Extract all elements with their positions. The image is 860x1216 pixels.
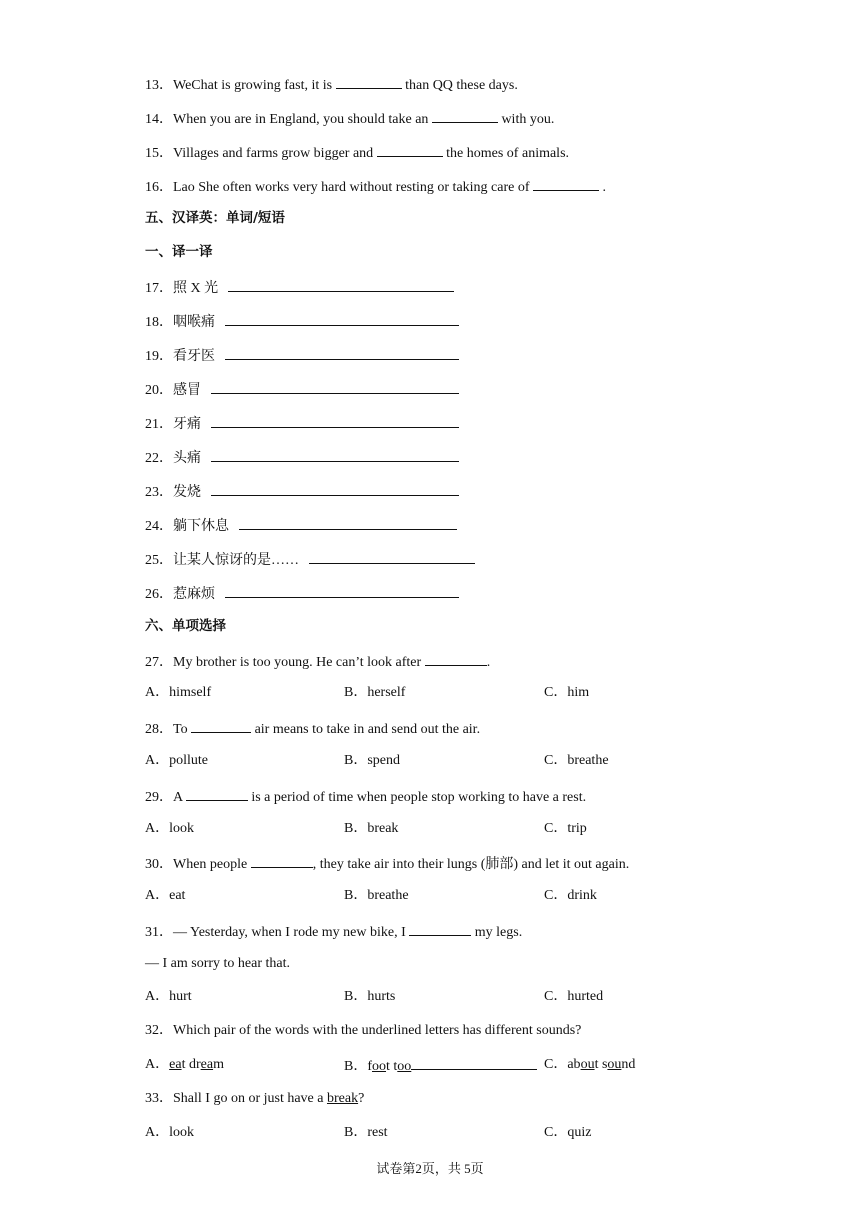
question-29 [145,786,586,807]
option-a[interactable]: A．himself [145,685,212,700]
translate-item-18 [145,311,459,332]
underlined-letters: ou [580,1057,595,1072]
section-subtitle: 一、译一译 [145,244,213,260]
question-number: 21． [145,417,173,432]
question-text: . [599,180,607,195]
option-c[interactable]: C．him [544,685,590,700]
option-b[interactable]: B．spend [344,753,400,768]
question-number: 20． [145,383,173,398]
option-b[interactable]: B．foot too [344,1056,537,1076]
question-text: 咽喉痛 [173,315,215,330]
question-text: is a period of time when people stop working to have a rest. [247,790,587,805]
question-text: Lao She often works very hard without resting or taking care of [173,180,534,195]
section-title: 六、单项选择 [145,618,226,634]
underlined-letters: ou [607,1057,622,1072]
question-text: My brother is too young. He can’t look after [173,655,425,670]
question-number: 33． [145,1091,173,1106]
question-text: Which pair of the words with the underlined letters has different sounds? [173,1023,582,1038]
translate-item-22 [145,447,459,468]
answer-blank[interactable] [225,311,459,326]
question-number: 24． [145,519,173,534]
underlined-letters: oo [397,1059,412,1074]
question-text: 感冒 [173,383,201,398]
question-text: 牙痛 [173,417,201,432]
question-text: , they take air into their lungs (肺部) and let it out again. [312,857,630,872]
question-33 [145,1090,364,1108]
answer-blank[interactable] [186,786,248,801]
option-c[interactable]: C．trip [544,821,587,836]
question-number: 23． [145,485,173,500]
question-text: 躺下休息 [173,519,229,534]
question-number: 18． [145,315,173,330]
question-number: 13． [145,78,173,93]
option-b[interactable]: B．hurts [344,989,396,1004]
question-text: with you. [497,112,555,127]
question-text: — Yesterday, when I rode my new bike, I [173,925,410,940]
option-b[interactable]: B．herself [344,685,406,700]
option-a[interactable]: A．eat dream [145,1057,224,1072]
option-a[interactable]: A．pollute [145,753,208,768]
underlined-letters: oo [372,1059,387,1074]
question-31 [145,921,522,942]
question-text: When you are in England, you should take an [173,112,432,127]
underlined-word: break [326,1091,359,1106]
question-text: Villages and farms grow bigger and [173,146,377,161]
translate-item-26 [145,583,459,604]
answer-blank[interactable] [409,921,471,936]
translate-item-17 [145,277,454,298]
question-number: 27． [145,655,173,670]
question-text: 惹麻烦 [173,587,215,602]
option-b[interactable]: B．rest [344,1125,388,1140]
question-text: A [173,790,186,805]
underlined-letters: ea [169,1057,182,1072]
question-number: 28． [145,722,173,737]
question-text: air means to take in and send out the air. [251,722,481,737]
answer-blank[interactable] [533,176,599,191]
page-footer: 试卷第2页，共 5页 [376,1161,484,1176]
option-b[interactable]: B．break [344,821,399,836]
question-text: WeChat is growing fast, it is [173,78,336,93]
question-number: 14． [145,112,173,127]
question-text: When people [173,857,251,872]
option-a[interactable]: A．look [145,821,194,836]
answer-blank[interactable] [432,108,498,123]
question-number: 16． [145,180,173,195]
translate-item-24 [145,515,457,536]
question-number: 31． [145,925,173,940]
question-text: my legs. [471,925,523,940]
question-text: than QQ these days. [401,78,518,93]
question-text: . [486,655,491,670]
translate-item-19 [145,345,459,366]
question-number: 26． [145,587,173,602]
option-a[interactable]: A．hurt [145,989,192,1004]
answer-blank[interactable] [211,379,459,394]
question-text: 照 X 光 [173,281,219,296]
option-b[interactable]: B．breathe [344,888,409,903]
question-15 [145,142,569,163]
translate-item-23 [145,481,459,502]
answer-blank[interactable] [228,277,454,292]
answer-blank[interactable] [211,413,459,428]
question-number: 22． [145,451,173,466]
question-number: 17． [145,281,173,296]
question-text: To [173,722,192,737]
option-a[interactable]: A．eat [145,888,186,903]
question-number: 29． [145,790,173,805]
dialogue-reply: — I am sorry to hear that. [145,956,291,971]
option-c[interactable]: C．quiz [544,1125,592,1140]
question-number: 19． [145,349,173,364]
question-text: ? [358,1091,365,1106]
question-text: the homes of animals. [442,146,570,161]
option-c[interactable]: C．breathe [544,753,609,768]
question-27 [145,651,490,672]
answer-blank[interactable] [211,481,459,496]
answer-blank[interactable] [211,447,459,462]
option-c[interactable]: C．hurted [544,989,604,1004]
answer-blank[interactable] [239,515,457,530]
question-text: 让某人惊讶的是…… [173,553,299,568]
underlined-letters: ea [200,1057,214,1072]
question-13 [145,74,518,95]
translate-item-20 [145,379,459,400]
question-number: 30． [145,857,173,872]
answer-blank[interactable] [425,651,487,666]
answer-blank[interactable] [377,142,443,157]
question-32 [145,1022,581,1040]
answer-blank[interactable] [225,345,459,360]
answer-blank[interactable] [251,853,313,868]
question-30 [145,853,629,874]
question-number: 32． [145,1023,173,1038]
question-text: 头痛 [173,451,201,466]
question-text: 看牙医 [173,349,215,364]
section-title: 五、汉译英：单词/短语 [145,210,285,226]
question-number: 15． [145,146,173,161]
translate-item-25 [145,549,475,570]
option-a[interactable]: A．look [145,1125,194,1140]
answer-blank[interactable] [191,718,251,733]
question-text: 发烧 [173,485,201,500]
translate-item-21 [145,413,459,434]
answer-blank[interactable] [336,74,402,89]
question-14 [145,108,554,129]
answer-blank[interactable] [225,583,459,598]
option-c[interactable]: C．drink [544,888,597,903]
question-16 [145,176,606,197]
question-text: Shall I go on or just have a [173,1091,327,1106]
question-28 [145,718,480,739]
answer-blank[interactable] [309,549,475,564]
question-number: 25． [145,553,173,568]
option-c[interactable]: C．about sound [544,1057,636,1072]
underline-rule [411,1056,537,1070]
